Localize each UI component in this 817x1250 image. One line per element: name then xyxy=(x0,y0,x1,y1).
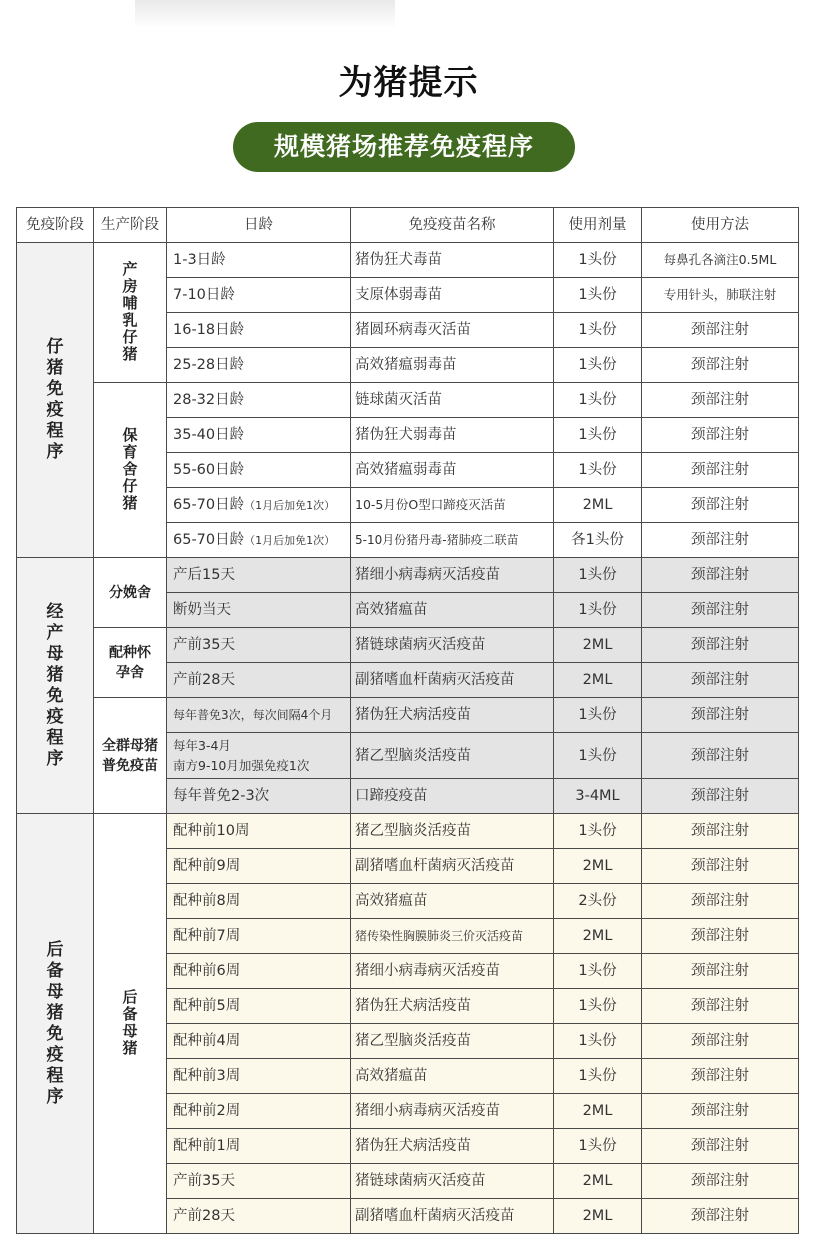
header-dose: 使用剂量 xyxy=(554,208,642,243)
vaccine-cell: 高效猪瘟苗 xyxy=(351,593,554,628)
dose-cell: 1头份 xyxy=(554,453,642,488)
method-cell: 颈部注射 xyxy=(642,884,799,919)
dose-cell: 2ML xyxy=(554,849,642,884)
phase-label: 产房哺乳仔猪 xyxy=(122,260,138,363)
vaccine-cell: 副猪嗜血杆菌病灭活疫苗 xyxy=(351,849,554,884)
table-row xyxy=(17,243,799,278)
vaccine-cell: 猪伪狂犬病活疫苗 xyxy=(351,698,554,733)
phase-cell xyxy=(94,814,167,1234)
method-cell: 颈部注射 xyxy=(642,1024,799,1059)
stage-cell xyxy=(17,243,94,558)
age-cell: 28-32日龄 xyxy=(167,383,351,418)
dose-cell: 1头份 xyxy=(554,814,642,849)
method-cell: 颈部注射 xyxy=(642,919,799,954)
stage-cell xyxy=(17,814,94,1234)
phase-label: 保育舍仔猪 xyxy=(122,426,138,512)
vaccine-cell: 猪细小病毒病灭活疫苗 xyxy=(351,558,554,593)
phase-label: 分娩舍 xyxy=(109,584,151,601)
age-cell: 配种前3周 xyxy=(167,1059,351,1094)
vaccine-cell: 10-5月份O型口蹄疫灭活苗 xyxy=(351,488,554,523)
dose-cell: 2头份 xyxy=(554,884,642,919)
phase-cell xyxy=(94,628,167,698)
table-header-row xyxy=(17,208,799,243)
age-cell: 配种前5周 xyxy=(167,989,351,1024)
age-cell: 产前28天 xyxy=(167,663,351,698)
vaccine-cell: 高效猪瘟弱毒苗 xyxy=(351,348,554,383)
vaccine-cell: 猪细小病毒病灭活疫苗 xyxy=(351,954,554,989)
age-text: 每年3-4月 xyxy=(173,737,231,753)
vaccine-cell: 猪圆环病毒灭活苗 xyxy=(351,313,554,348)
method-cell: 颈部注射 xyxy=(642,698,799,733)
dose-cell: 1头份 xyxy=(554,418,642,453)
age-cell: 配种前9周 xyxy=(167,849,351,884)
dose-cell: 2ML xyxy=(554,919,642,954)
vaccine-cell: 高效猪瘟弱毒苗 xyxy=(351,453,554,488)
method-cell: 颈部注射 xyxy=(642,593,799,628)
vaccine-cell: 猪链球菌病灭活疫苗 xyxy=(351,1164,554,1199)
method-cell: 颈部注射 xyxy=(642,1094,799,1129)
age-cell: 16-18日龄 xyxy=(167,313,351,348)
dose-cell: 1头份 xyxy=(554,989,642,1024)
method-cell: 颈部注射 xyxy=(642,383,799,418)
vaccine-cell: 猪传染性胸膜肺炎三价灭活疫苗 xyxy=(351,919,554,954)
dose-cell: 2ML xyxy=(554,663,642,698)
dose-cell: 各1头份 xyxy=(554,523,642,558)
age-note: （1月后加免1次） xyxy=(244,533,336,547)
age-cell: 55-60日龄 xyxy=(167,453,351,488)
age-cell xyxy=(167,488,351,523)
dose-cell: 1头份 xyxy=(554,593,642,628)
age-cell: 配种前8周 xyxy=(167,884,351,919)
stage-cell xyxy=(17,558,94,814)
dose-cell: 1头份 xyxy=(554,1059,642,1094)
method-cell: 颈部注射 xyxy=(642,628,799,663)
phase-label: 后备母猪 xyxy=(122,988,138,1057)
dose-cell: 1头份 xyxy=(554,278,642,313)
age-cell: 1-3日龄 xyxy=(167,243,351,278)
method-cell: 颈部注射 xyxy=(642,989,799,1024)
vaccine-cell: 副猪嗜血杆菌病灭活疫苗 xyxy=(351,663,554,698)
age-cell: 35-40日龄 xyxy=(167,418,351,453)
method-cell: 颈部注射 xyxy=(642,779,799,814)
method-cell: 颈部注射 xyxy=(642,313,799,348)
vaccine-cell: 猪伪狂犬病活疫苗 xyxy=(351,1129,554,1164)
age-cell: 配种前7周 xyxy=(167,919,351,954)
table-row xyxy=(17,558,799,593)
vaccine-cell: 猪乙型脑炎活疫苗 xyxy=(351,733,554,779)
dose-cell: 1头份 xyxy=(554,733,642,779)
method-cell: 颈部注射 xyxy=(642,733,799,779)
age-note: （1月后加免1次） xyxy=(244,498,336,512)
table-row xyxy=(17,698,799,733)
dose-cell: 2ML xyxy=(554,628,642,663)
dose-cell: 1头份 xyxy=(554,348,642,383)
header-phase: 生产阶段 xyxy=(94,208,167,243)
method-cell: 颈部注射 xyxy=(642,1164,799,1199)
dose-cell: 2ML xyxy=(554,488,642,523)
table-row xyxy=(17,628,799,663)
method-cell: 颈部注射 xyxy=(642,1199,799,1234)
age-cell: 产前35天 xyxy=(167,1164,351,1199)
method-cell: 颈部注射 xyxy=(642,663,799,698)
vaccine-cell: 猪伪狂犬病活疫苗 xyxy=(351,989,554,1024)
method-cell: 颈部注射 xyxy=(642,1129,799,1164)
method-cell: 颈部注射 xyxy=(642,418,799,453)
table-row xyxy=(17,383,799,418)
dose-cell: 1头份 xyxy=(554,558,642,593)
stage-label: 仔猪免疫程序 xyxy=(46,337,64,462)
age-cell: 配种前6周 xyxy=(167,954,351,989)
dose-cell: 1头份 xyxy=(554,698,642,733)
method-cell: 颈部注射 xyxy=(642,1059,799,1094)
method-cell: 颈部注射 xyxy=(642,523,799,558)
subtitle-banner: 规模猪场推荐免疫程序 xyxy=(233,122,575,172)
method-cell: 专用针头，肺联注射 xyxy=(642,278,799,313)
age-text: 65-70日龄 xyxy=(173,531,245,548)
table-row xyxy=(17,814,799,849)
age-cell: 断奶当天 xyxy=(167,593,351,628)
phase-cell xyxy=(94,243,167,383)
dose-cell: 1头份 xyxy=(554,383,642,418)
phase-label: 配种怀孕舍 xyxy=(109,644,151,681)
vaccine-cell: 链球菌灭活苗 xyxy=(351,383,554,418)
vaccine-cell: 5-10月份猪丹毒-猪肺疫二联苗 xyxy=(351,523,554,558)
dose-cell: 1头份 xyxy=(554,243,642,278)
vaccine-cell: 支原体弱毒苗 xyxy=(351,278,554,313)
age-cell: 配种前2周 xyxy=(167,1094,351,1129)
method-cell: 颈部注射 xyxy=(642,558,799,593)
method-cell: 颈部注射 xyxy=(642,849,799,884)
age-cell: 产后15天 xyxy=(167,558,351,593)
phase-cell xyxy=(94,698,167,814)
method-cell: 颈部注射 xyxy=(642,453,799,488)
age-cell: 25-28日龄 xyxy=(167,348,351,383)
dose-cell: 3-4ML xyxy=(554,779,642,814)
vaccine-cell: 猪链球菌病灭活疫苗 xyxy=(351,628,554,663)
vaccine-cell: 猪乙型脑炎活疫苗 xyxy=(351,814,554,849)
vaccine-cell: 高效猪瘟苗 xyxy=(351,1059,554,1094)
age-cell: 配种前10周 xyxy=(167,814,351,849)
vaccine-cell: 猪细小病毒病灭活疫苗 xyxy=(351,1094,554,1129)
age-cell xyxy=(167,733,351,779)
header-age: 日龄 xyxy=(167,208,351,243)
header-vaccine: 免疫疫苗名称 xyxy=(351,208,554,243)
method-cell: 颈部注射 xyxy=(642,488,799,523)
stage-label: 经产母猪免疫程序 xyxy=(46,601,64,769)
page-title: 为猪提示 xyxy=(338,63,479,103)
dose-cell: 2ML xyxy=(554,1164,642,1199)
age-cell: 每年普免2-3次 xyxy=(167,779,351,814)
phase-cell xyxy=(94,558,167,628)
vaccine-cell: 猪乙型脑炎活疫苗 xyxy=(351,1024,554,1059)
dose-cell: 1头份 xyxy=(554,1129,642,1164)
vaccine-cell: 高效猪瘟苗 xyxy=(351,884,554,919)
age-cell: 配种前4周 xyxy=(167,1024,351,1059)
dose-cell: 1头份 xyxy=(554,954,642,989)
dose-cell: 2ML xyxy=(554,1094,642,1129)
stage-label: 后备母猪免疫程序 xyxy=(46,939,64,1107)
vaccine-cell: 副猪嗜血杆菌病灭活疫苗 xyxy=(351,1199,554,1234)
age-cell: 产前28天 xyxy=(167,1199,351,1234)
header-method: 使用方法 xyxy=(642,208,799,243)
age-cell: 产前35天 xyxy=(167,628,351,663)
age-cell xyxy=(167,523,351,558)
method-cell: 颈部注射 xyxy=(642,954,799,989)
age-cell: 配种前1周 xyxy=(167,1129,351,1164)
phase-cell xyxy=(94,383,167,558)
method-cell: 颈部注射 xyxy=(642,814,799,849)
vaccination-table xyxy=(16,207,799,1234)
age-line2: 南方9-10月加强免疫1次 xyxy=(173,757,310,773)
dose-cell: 2ML xyxy=(554,1199,642,1234)
vaccine-cell: 猪伪狂犬毒苗 xyxy=(351,243,554,278)
header-stage: 免疫阶段 xyxy=(17,208,94,243)
age-cell: 每年普免3次，每次间隔4个月 xyxy=(167,698,351,733)
method-cell: 每鼻孔各滴注0.5ML xyxy=(642,243,799,278)
top-shadow xyxy=(135,0,395,28)
dose-cell: 1头份 xyxy=(554,1024,642,1059)
dose-cell: 1头份 xyxy=(554,313,642,348)
phase-label: 全群母猪普免疫苗 xyxy=(102,737,158,774)
vaccine-cell: 猪伪狂犬弱毒苗 xyxy=(351,418,554,453)
vaccine-cell: 口蹄疫疫苗 xyxy=(351,779,554,814)
age-cell: 7-10日龄 xyxy=(167,278,351,313)
method-cell: 颈部注射 xyxy=(642,348,799,383)
age-text: 65-70日龄 xyxy=(173,496,245,513)
